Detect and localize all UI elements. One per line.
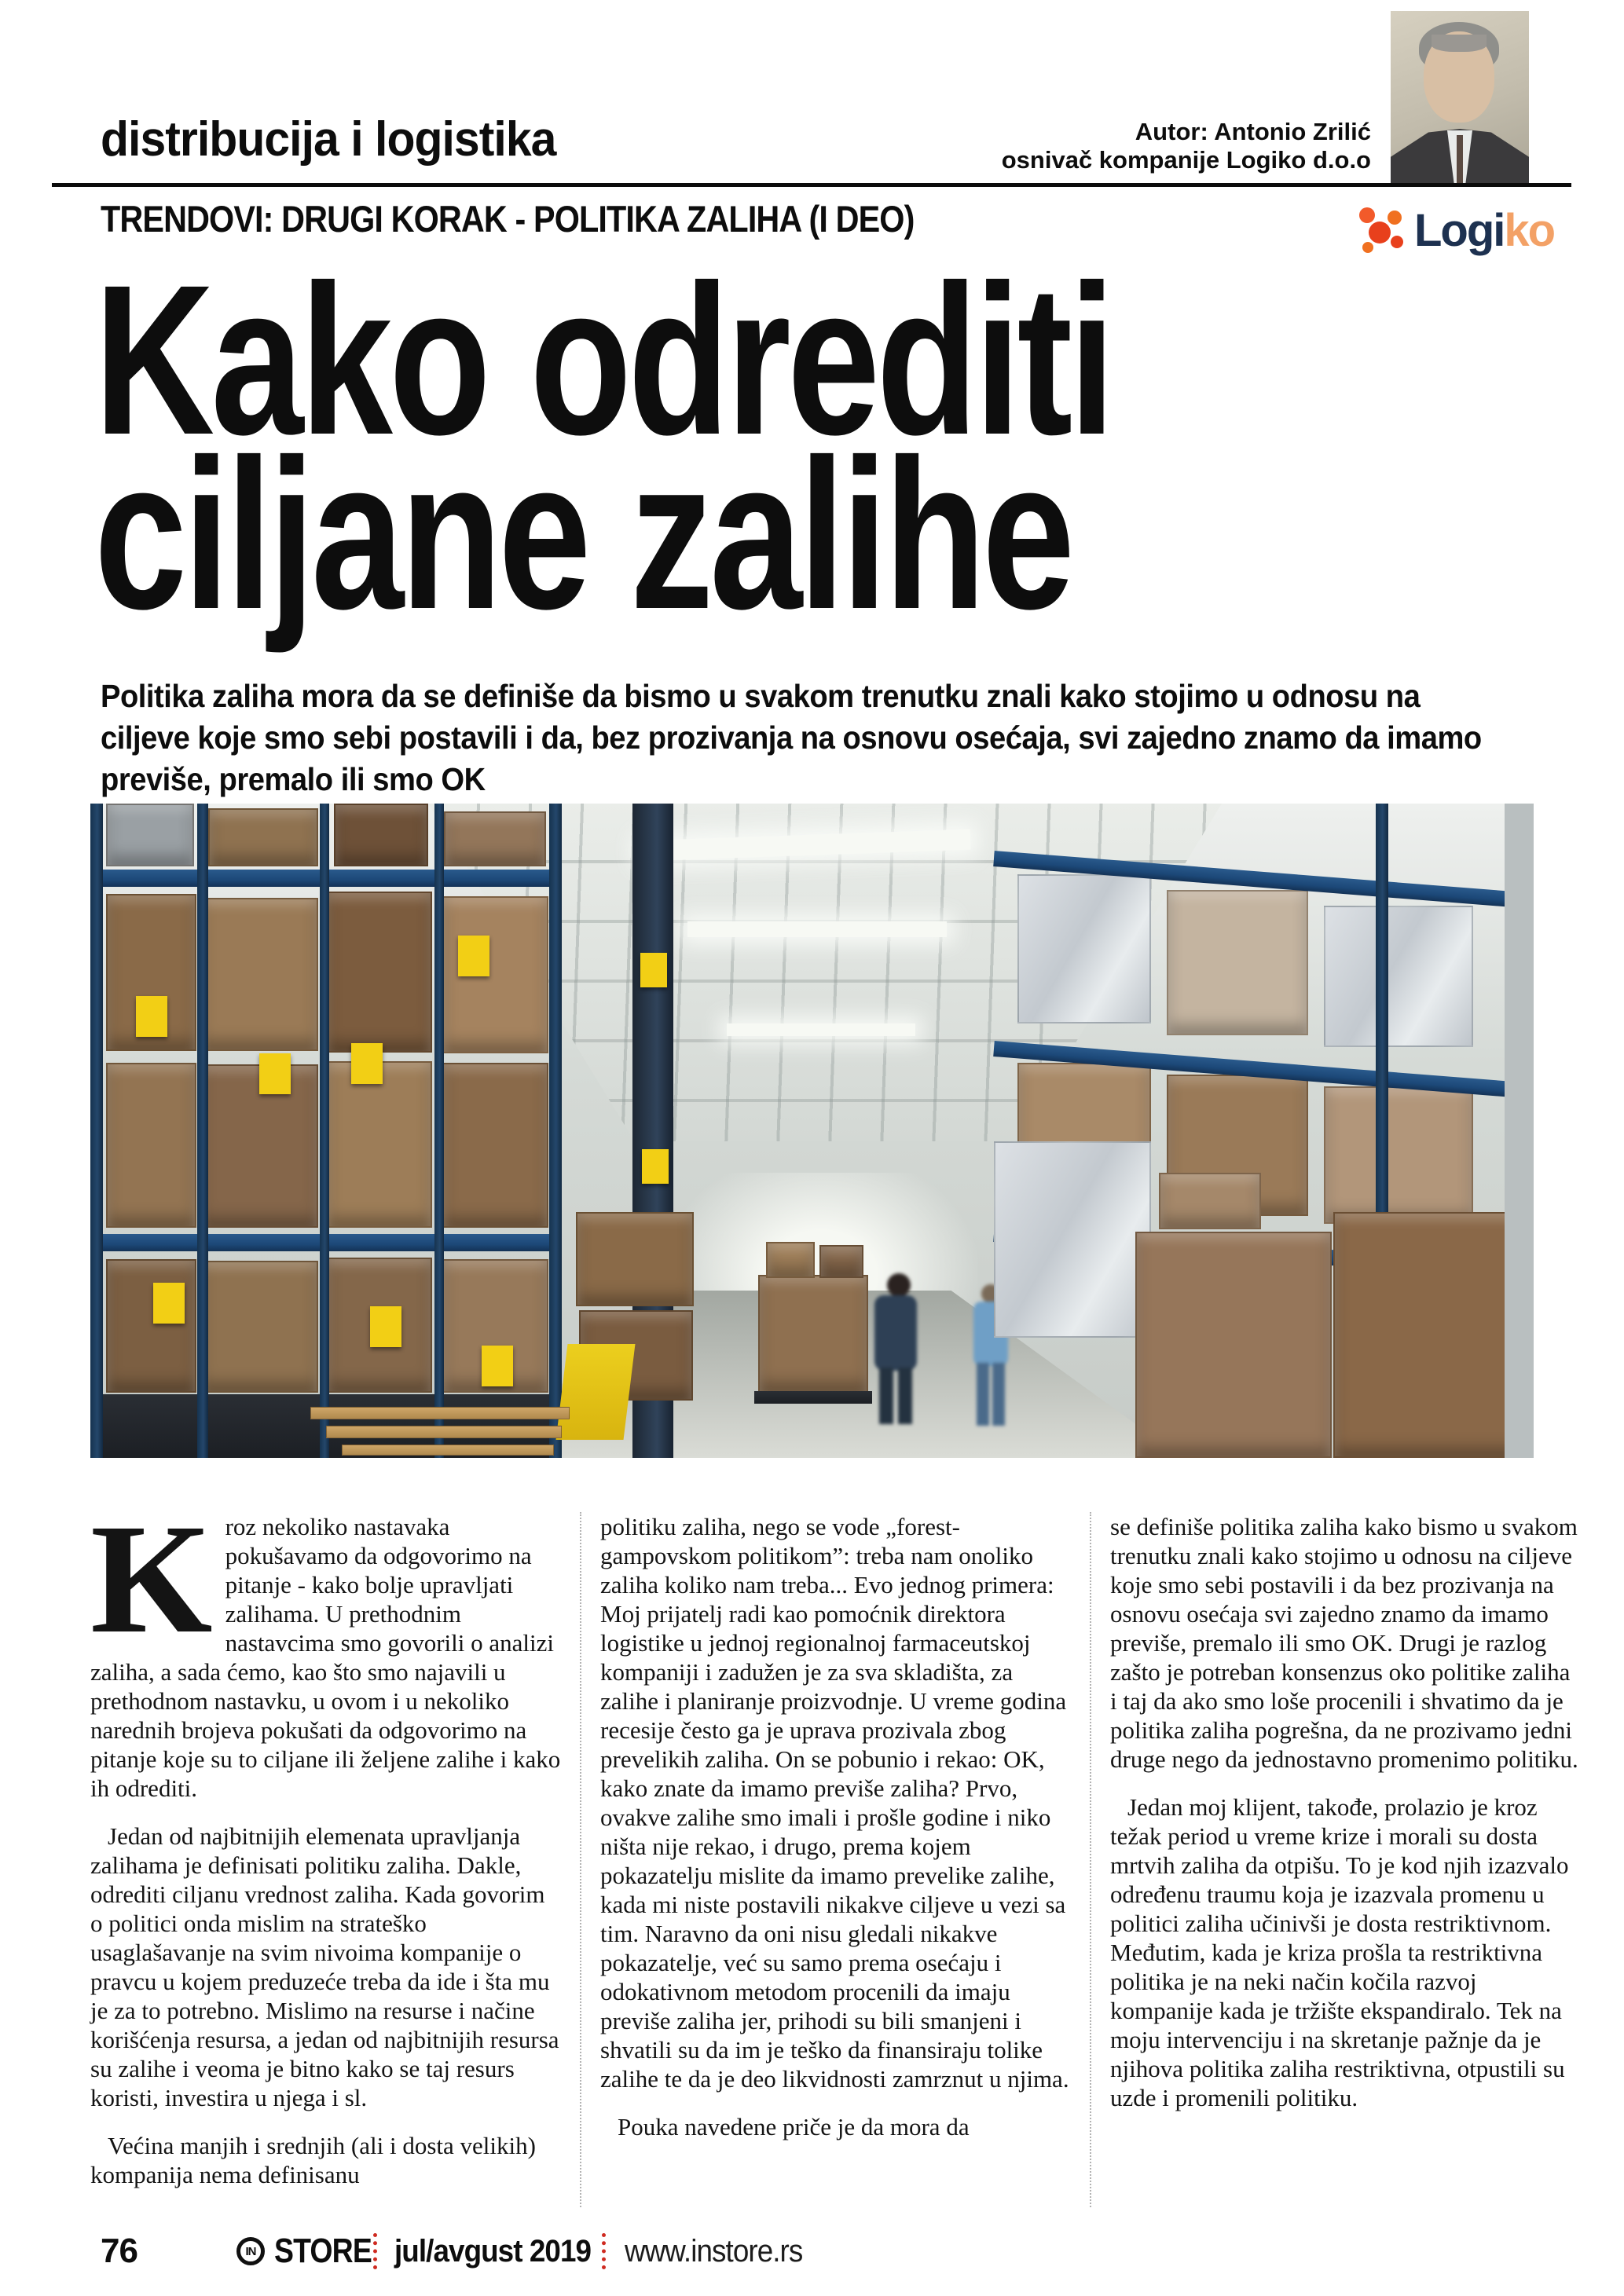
standfirst: Politika zaliha mora da se definiše da bismo u svakom trenutku znali kako stojimo u odnosu na ciljeve koje smo sebi postavili i da, bez prozivanja na osnovu osećaja, svi zajedno znamo da imamo previše, premalo ili smo OK bbox=[101, 678, 1482, 797]
pallet-box bbox=[106, 1259, 196, 1393]
paragraph: Pouka navedene priče je da mora da bbox=[618, 2113, 970, 2140]
footer-separator-icon bbox=[373, 2233, 377, 2269]
article-column-1 bbox=[90, 1492, 581, 2207]
article-body bbox=[90, 1492, 1581, 2207]
cart-boxes bbox=[766, 1242, 815, 1278]
pallet-box bbox=[200, 898, 318, 1051]
yellow-label-tag bbox=[482, 1346, 513, 1386]
pallet-box bbox=[208, 808, 318, 866]
yellow-label-tag bbox=[259, 1053, 291, 1094]
pallet-box bbox=[1324, 1086, 1473, 1224]
page-number: 76 bbox=[101, 2232, 137, 2270]
portrait-hairline bbox=[1432, 35, 1487, 52]
paragraph: Većina manjih i srednjih (ali i dosta velikih) kompanija nema definisanu bbox=[90, 2132, 536, 2188]
paragraph: se definiše politika zaliha kako bismo u svakom trenutku znali kako stojimo u odnosu na ciljeve koje smo sebi postavili i da bez prozivanja na osnovu osećaja svi zajedno znamo da imamo previše, premalo ili smo OK. Drugi je razlog zašto je potreban konsenzus oko politike zaliha i taj da ako smo loše procenili i shvatimo da je politika zaliha pogrešna, da ne prozivamo jedni druge nego da jednostavno promenimo politiku. bbox=[1110, 1513, 1578, 1773]
large-box-stack bbox=[1333, 1212, 1534, 1458]
yellow-label-tag bbox=[370, 1306, 401, 1347]
skylight-strip bbox=[687, 921, 947, 937]
pallet-box bbox=[1167, 890, 1308, 1035]
pallet-box bbox=[444, 811, 546, 866]
cart-boxes bbox=[819, 1245, 863, 1278]
yellow-label-tag bbox=[153, 1283, 185, 1324]
wrapped-pallet bbox=[1017, 874, 1151, 1023]
logiko-wordmark-orange: ko bbox=[1504, 205, 1555, 256]
article-column-2 bbox=[581, 1512, 1091, 2207]
portrait-tie bbox=[1457, 135, 1463, 184]
instore-circle-icon: IN bbox=[236, 2237, 265, 2265]
rack-post bbox=[90, 804, 103, 1458]
author-name: Autor: Antonio Zrilić bbox=[1135, 118, 1371, 145]
large-box-stack bbox=[1135, 1232, 1332, 1458]
paragraph bbox=[90, 1492, 561, 1803]
pallet-box bbox=[334, 804, 428, 866]
pallet-box bbox=[326, 892, 432, 1053]
logiko-logo bbox=[1358, 203, 1555, 264]
pallet-box bbox=[326, 1061, 432, 1228]
warehouse-photo bbox=[90, 804, 1534, 1458]
author-block bbox=[1002, 118, 1371, 174]
rack-post bbox=[434, 804, 444, 1458]
yellow-rack-guard bbox=[556, 1344, 636, 1440]
page-footer bbox=[101, 2229, 818, 2273]
pallet-box bbox=[576, 1212, 694, 1306]
rack-post bbox=[1376, 804, 1388, 1212]
worker-silhouette-dark bbox=[868, 1273, 925, 1426]
header-rule bbox=[52, 183, 1571, 187]
drop-cap: K bbox=[90, 1492, 213, 1666]
logiko-wordmark-navy: Logi bbox=[1414, 205, 1505, 256]
yellow-label-tag bbox=[136, 996, 167, 1037]
pallet-box bbox=[1159, 1173, 1261, 1229]
issue-date: jul/avgust 2019 bbox=[394, 2233, 591, 2269]
wooden-pallet bbox=[342, 1445, 554, 1456]
yellow-label-tag bbox=[642, 1149, 669, 1184]
paragraph: politiku zaliha, nego se vode „forest-gampovskom politikom”: treba nam onoliko zaliha koliko nam treba... Evo jednog primera: Moj prijatelj radi kao pomoćnik direktora logistike u jednoj regionalnoj farmaceutskoj kompaniji i zadužen je za sva skladišta, za zalihe i planiranje proizvodnje. U vreme godina recesije često ga je uprava prozivala zbog prevelikih zaliha. On se pobunio i rekao: OK, kako znate da imamo previše zaliha? Prvo, ovakve zalihe smo imali i prošle godine i niko ništa nije rekao, i drugo, prema kojem pokazatelju mislite da imamo prevelike zalihe, kada mi niste postavili nikakve ciljeve u vezi sa tim. Naravno da oni nisu gledali nikakve pokazatelje, već su samo prema osećaju i odokativnom metodom procenili da imaju previše zaliha jer, prihodi su bili smanjeni i shvatili su da im je teško da finansiraju tolike zalihe te da je deo likvidnosti zamrznut u njima. bbox=[600, 1513, 1069, 2093]
article-column-3 bbox=[1091, 1512, 1581, 2207]
headline-line-2: ciljane zalihe bbox=[94, 415, 1072, 654]
wooden-pallet bbox=[310, 1407, 570, 1419]
rack-post bbox=[320, 804, 329, 1458]
pallet-jack bbox=[754, 1391, 872, 1404]
logiko-gear-icon bbox=[1358, 207, 1408, 258]
rack-post bbox=[197, 804, 208, 1458]
wrapped-pallet bbox=[1324, 906, 1473, 1047]
rack-post bbox=[549, 804, 562, 1458]
author-role: osnivač kompanije Logiko d.o.o bbox=[1001, 146, 1371, 174]
wrapped-pallet bbox=[994, 1141, 1151, 1338]
ceiling-light bbox=[727, 1023, 915, 1036]
wooden-pallet bbox=[326, 1426, 562, 1438]
pallet-box bbox=[106, 804, 194, 866]
pallet-box bbox=[106, 1063, 196, 1228]
paragraph: Jedan od najbitnijih elemenata upravljanja zalihama je definisati politiku zaliha. Dakle, odrediti ciljanu vrednost zaliha. Kada govorim o politici onda mislim na strateško usaglašavanje na svim nivoima kompanije o pravcu u kojem preduzeće treba da ide i šta mu je za to potrebno. Mislimo na resurse i načine korišćenja resursa, a jedan od najbitnijih resursa su zalihe i veoma je bitno kako se taj resurs koristi, investira u njega i sl. bbox=[90, 1822, 559, 2111]
yellow-label-tag bbox=[458, 936, 489, 976]
yellow-label-tag bbox=[351, 1043, 383, 1084]
footer-separator-icon bbox=[602, 2233, 606, 2269]
paragraph: Jedan moj klijent, takođe, prolazio je kroz težak period u vreme krize i morali su dosta mrtvih zaliha da otpišu. To je kod njih izazvalo određenu traumu koja je izazvala promenu u politici zaliha učinivši je dosta restriktivnom. Međutim, kada je kriza prošla ta restriktivna politika je na neki način kočila razvoj kompanije kada je tržište ekspandiralo. Tek na moju intervenciju i na skretanje pažnje da je njihova politika zaliha restriktivna, otpustili su uzde i promenili politiku. bbox=[1110, 1793, 1569, 2111]
instore-wordmark: STORE bbox=[273, 2232, 372, 2270]
pallet-box bbox=[200, 1261, 318, 1393]
headline-line-1: Kako odrediti bbox=[94, 240, 1112, 479]
logiko-wordmark bbox=[1414, 204, 1554, 257]
kicker: TRENDOVI: DRUGI KORAK - POLITIKA ZALIHA (I DEO) bbox=[101, 198, 915, 240]
paragraph-text: roz nekoliko nastavaka pokušavamo da odgovorimo na pitanje - kako bolje upravljati zalihama. U prethodnim nastavcima smo govorili o analizi zaliha, a sada ćemo, kao što smo najavili u prethodnom nastavku, u ovom i u nekoliko narednih brojeva pokušati da odgovorimo na pitanje koje su to ciljane ili željene zalihe i kako ih odrediti. bbox=[90, 1513, 561, 1802]
section-label: distribucija i logistika bbox=[101, 112, 556, 167]
cart-boxes bbox=[758, 1275, 868, 1393]
website-url: www.instore.rs bbox=[624, 2233, 802, 2269]
yellow-label-tag bbox=[640, 953, 667, 987]
warehouse-wall bbox=[1505, 804, 1534, 1458]
pallet-box bbox=[442, 1063, 548, 1228]
author-portrait-photo bbox=[1391, 11, 1529, 185]
